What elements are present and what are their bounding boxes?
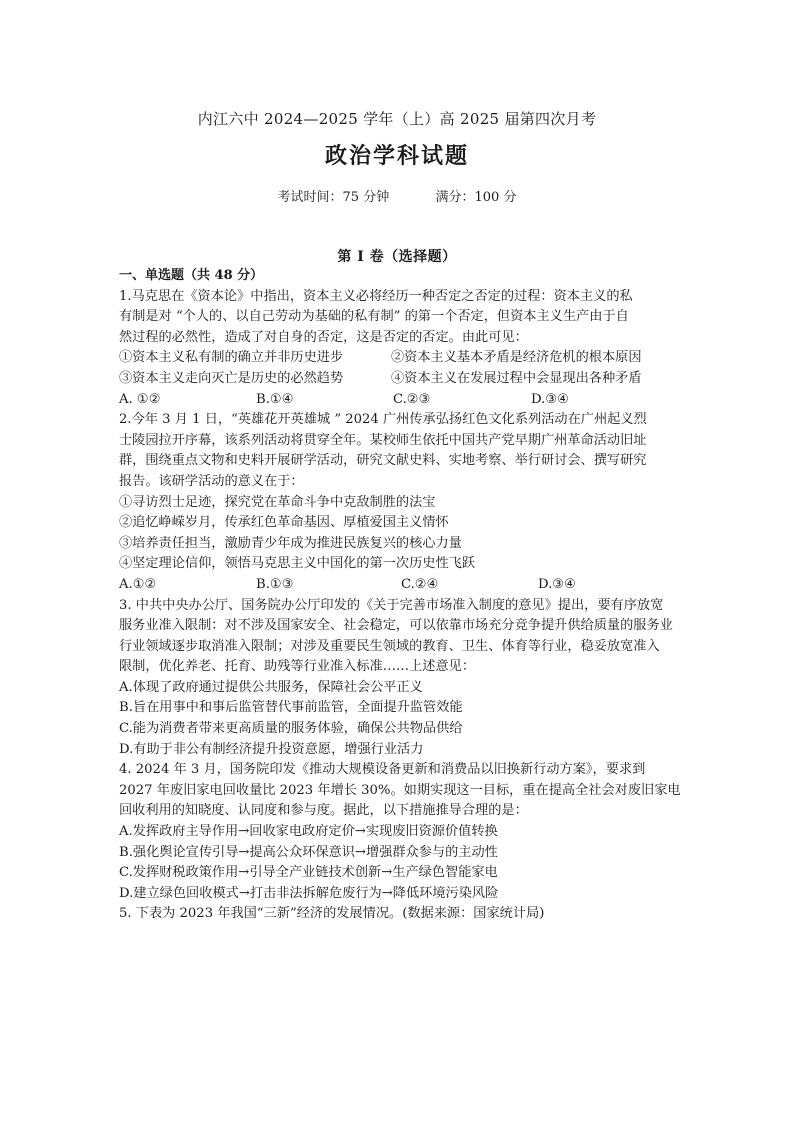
question-list bbox=[119, 266, 679, 925]
q4-choice-c[interactable]: C.发挥财税政策作用→引导全产业链技术创新→生产绿色智能家电 bbox=[119, 865, 498, 881]
q2-stem-line: 2.今年 3 月 1 日，“英雄花开英雄城 ” 2024 广州传承弘扬红色文化系列活动在广州起义烈 bbox=[119, 412, 647, 428]
q1-choice-c[interactable]: C.②③ bbox=[393, 391, 431, 407]
q2-choice-d[interactable]: D.③④ bbox=[538, 576, 576, 592]
q3-stem-line: 服务业准入限制：对不涉及国家安全、社会稳定，可以依靠市场充分竞争提升供给质量的服务业 bbox=[119, 618, 673, 634]
subject-title: 政治学科试题 bbox=[324, 143, 469, 169]
q1-option: ②资本主义基本矛盾是经济危机的根本原因 bbox=[391, 350, 642, 366]
q3-choice-d[interactable]: D.有助于非公有制经济提升投资意愿，增强行业活力 bbox=[119, 741, 424, 757]
q1-choice-a[interactable]: A. ①② bbox=[119, 391, 161, 407]
exam-title: 内江六中 2024—2025 学年（上）高 2025 届第四次月考 bbox=[197, 110, 597, 128]
q2-option: ①寻访烈士足迹，探究党在革命斗争中克敌制胜的法宝 bbox=[119, 494, 436, 510]
q1-option-row bbox=[119, 348, 679, 369]
q3-choice-b[interactable]: B.旨在用事中和事后监管替代事前监管，全面提升监管效能 bbox=[119, 700, 463, 716]
q1-option: ①资本主义私有制的确立并非历史进步 bbox=[119, 350, 344, 366]
section-title: 第 I 卷（选择题） bbox=[337, 249, 457, 265]
q2-stem-line: 报告。该研学活动的意义在于： bbox=[119, 473, 304, 489]
exam-time: 考试时间：75 分钟 bbox=[277, 190, 390, 205]
q4-choice-d[interactable]: D.建立绿色回收模式→打击非法拆解危废行为→降低环境污染风险 bbox=[119, 885, 499, 901]
q2-stem-line: 士陵园拉开序幕，该系列活动将贯穿全年。某校师生依托中国共产党早期广州革命活动旧址 bbox=[119, 432, 647, 448]
q1-choices bbox=[119, 390, 679, 411]
q1-choice-d[interactable]: D.③④ bbox=[531, 391, 569, 407]
q4-choice-b[interactable]: B.强化舆论宣传引导→提高公众环保意识→增强群众参与的主动性 bbox=[119, 844, 498, 860]
q3-stem-line: 行业领域逐步取消准入限制；对涉及重要民生领域的教育、卫生、体育等行业，稳妥放宽准入 bbox=[119, 638, 660, 654]
q1-stem-line: 然过程的必然性，造成了对自身的否定，这是否定的否定。由此可见： bbox=[119, 329, 528, 345]
q2-choice-b[interactable]: B.①③ bbox=[256, 576, 294, 592]
q3-choice-a[interactable]: A.体现了政府通过提供公共服务，保障社会公平正义 bbox=[119, 679, 423, 695]
q2-choices bbox=[119, 575, 679, 596]
q4-stem-line: 2027 年废旧家电回收量比 2023 年增长 30%。如期实现这一目标，重在提高全社会对废旧家电 bbox=[119, 782, 681, 798]
exam-meta bbox=[0, 186, 794, 205]
q4-stem-line: 回收利用的知晓度、认同度和参与度。据此，以下措施推导合理的是： bbox=[119, 803, 528, 819]
q2-choice-a[interactable]: A.①② bbox=[119, 576, 157, 592]
q3-stem-line: 3. 中共中央办公厅、国务院办公厅印发的《关于完善市场准入制度的意见》提出，要有序放宽 bbox=[119, 597, 664, 613]
q2-option: ③培养责任担当，激励青少年成为推进民族复兴的核心力量 bbox=[119, 535, 462, 551]
exam-score: 满分：100 分 bbox=[435, 190, 517, 205]
q2-option: ④坚定理论信仰，领悟马克思主义中国化的第一次历史性飞跃 bbox=[119, 556, 476, 572]
q1-option-row bbox=[119, 369, 679, 390]
q5-stem-line: 5. 下表为 2023 年我国“三新”经济的发展情况。(数据来源：国家统计局) bbox=[119, 906, 545, 922]
q1-stem-line: 1.马克思在《资本论》中指出，资本主义必将经历一种否定之否定的过程：资本主义的私 bbox=[119, 288, 633, 304]
q3-stem-line: 限制，优化养老、托育、助残等行业准入标准……上述意见： bbox=[119, 659, 476, 675]
q3-choice-c[interactable]: C.能为消费者带来更高质量的服务体验，确保公共物品供给 bbox=[119, 721, 463, 737]
q4-choice-a[interactable]: A.发挥政府主导作用→回收家电政府定价→实现废旧资源价值转换 bbox=[119, 824, 498, 840]
q4-stem-line: 4. 2024 年 3 月，国务院印发《推动大规模设备更新和消费品以旧换新行动方案》，要求到 bbox=[119, 762, 646, 778]
part-heading: 一、单选题（共 48 分） bbox=[119, 268, 264, 283]
q2-choice-c[interactable]: C.②④ bbox=[401, 576, 439, 592]
q1-option: ④资本主义在发展过程中会显现出各种矛盾 bbox=[391, 370, 642, 386]
q1-stem-line: 有制是对 “个人的、以自己劳动为基础的私有制” 的第一个否定，但资本主义生产由于自 bbox=[119, 309, 629, 325]
q2-option: ②追忆峥嵘岁月，传承红色革命基因、厚植爱国主义情怀 bbox=[119, 515, 449, 531]
q1-choice-b[interactable]: B.①④ bbox=[256, 391, 294, 407]
q2-stem-line: 群，围绕重点文物和史料开展研学活动，研究文献史料、实地考察、举行研讨会、撰写研究 bbox=[119, 453, 647, 469]
q1-option: ③资本主义走向灭亡是历史的必然趋势 bbox=[119, 370, 344, 386]
